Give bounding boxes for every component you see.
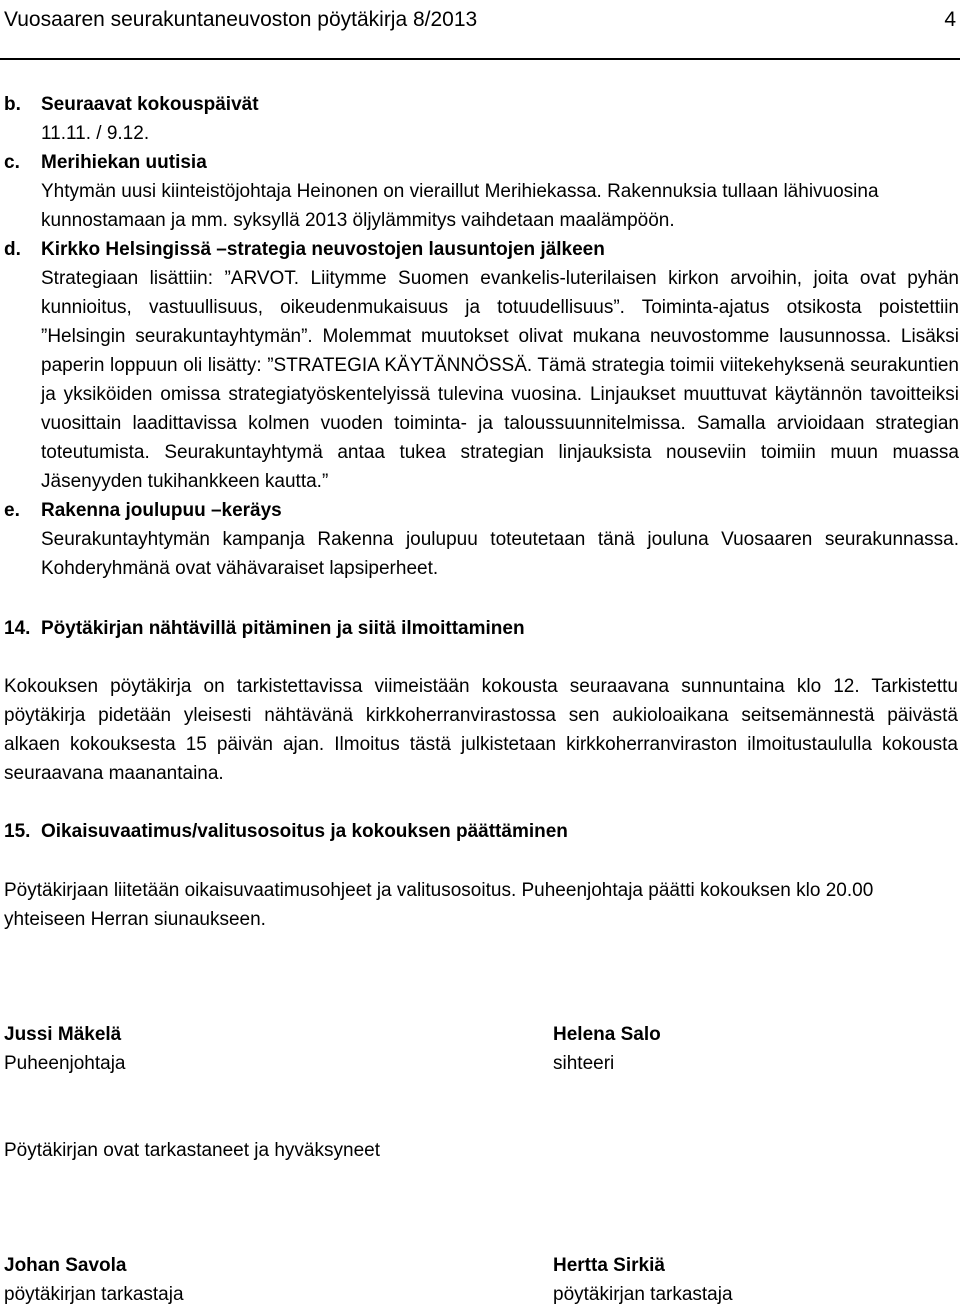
item-c-line-2: kunnostamaan ja mm. syksyllä 2013 öljylämmitys vaihdetaan maalämpöön. bbox=[41, 210, 675, 231]
section-15-heading bbox=[4, 817, 568, 846]
item-b-label: b. bbox=[4, 94, 21, 115]
page-header bbox=[4, 0, 956, 40]
item-b-text: 11.11. / 9.12. bbox=[41, 123, 150, 144]
item-e-label: e. bbox=[4, 500, 20, 521]
item-d-label: d. bbox=[4, 239, 21, 260]
signature-chair bbox=[4, 1020, 126, 1078]
item-e-text: Seurakuntayhtymän kampanja Rakenna joulupuu toteutetaan tänä jouluna Vuosaaren seurakunnassa. Kohderyhmänä ovat vähävaraiset lapsiperheet. bbox=[41, 529, 959, 579]
section-14-heading bbox=[4, 614, 525, 643]
item-d-text: Strategiaan lisättiin: ”ARVOT. Liitymme Suomen evankelis-luterilaisen kirkon arvoihin, joita ovat pyhän kunnioitus, vastuullisuus, oikeudenmukaisuus ja totuudellisuus”. Toiminta-ajatus otsikosta poistettiin ”Helsingin seurakuntayhtymän”. Molemmat muutokset olivat mukana neuvostomme lausunnossa. Lisäksi paperin loppuun oli lisätty: ”STRATEGIA KÄYTÄNNÖSSÄ. Tämä strategia toimii viitekehyksenä seurakuntien ja yksiköiden omissa strategiatyöskentelyissä tulevina vuosina. Linjaukset muuttuvat käytännön tavoitteiksi vuosittain laadittavissa kolmen vuoden toiminta- ja taloussuunnitelmissa. Samalla arvioidaan strategian toteutumista. Seurakuntayhtymä antaa tukea strategian linjauksista nouseviin toimiin muun muassa Jäsenyyden tukihankkeen kautta.” bbox=[41, 268, 959, 492]
signature-chair-name: Jussi Mäkelä bbox=[4, 1024, 122, 1045]
section-15-line-2: yhteiseen Herran siunaukseen. bbox=[4, 909, 266, 930]
signature-checker-1 bbox=[4, 1251, 184, 1309]
section-14-number: 14. bbox=[4, 618, 31, 639]
section-14-text: Kokouksen pöytäkirja on tarkistettavissa viimeistään kokousta seuraavana sunnuntaina klo 12. Tarkistettu pöytäkirja pidetään yleisesti nähtävänä kirkkoherranvirastossa sen aukioloaikana seitsemännestä päivästä alkaen kokouksesta 15 päivän ajan. Ilmoitus tästä julkistetaan kirkkoherranviraston ilmoitustaululla kokousta seuraavana maanantaina. bbox=[4, 676, 958, 784]
item-c-line-1: Yhtymän uusi kiinteistöjohtaja Heinonen on vieraillut Merihiekassa. Rakennuksia tullaan lähivuosina bbox=[41, 181, 879, 202]
signature-checker-1-name: Johan Savola bbox=[4, 1255, 127, 1276]
signature-secretary-name: Helena Salo bbox=[553, 1024, 661, 1045]
signature-checker-2 bbox=[553, 1251, 733, 1309]
checked-statement: Pöytäkirjan ovat tarkastaneet ja hyväksyneet bbox=[4, 1140, 380, 1161]
signature-checker-2-name: Hertta Sirkiä bbox=[553, 1255, 665, 1276]
page-number: 4 bbox=[944, 8, 956, 31]
section-15-number: 15. bbox=[4, 821, 31, 842]
item-b-title: Seuraavat kokouspäivät bbox=[41, 94, 259, 115]
signature-checker-2-role: pöytäkirjan tarkastaja bbox=[553, 1284, 733, 1305]
signature-secretary-role: sihteeri bbox=[553, 1053, 615, 1074]
item-c-label: c. bbox=[4, 152, 20, 173]
section-15-line-1: Pöytäkirjaan liitetään oikaisuvaatimusohjeet ja valitusosoitus. Puheenjohtaja päätti kokouksen klo 20.00 bbox=[4, 880, 874, 901]
document-title: Vuosaaren seurakuntaneuvoston pöytäkirja 8/2013 bbox=[4, 8, 478, 31]
section-14-title: Pöytäkirjan nähtävillä pitäminen ja siitä ilmoittaminen bbox=[41, 618, 525, 639]
signature-chair-role: Puheenjohtaja bbox=[4, 1053, 126, 1074]
item-d-title: Kirkko Helsingissä –strategia neuvostojen lausuntojen jälkeen bbox=[41, 239, 605, 260]
section-15-title: Oikaisuvaatimus/valitusosoitus ja kokouksen päättäminen bbox=[41, 821, 568, 842]
item-e-title: Rakenna joulupuu –keräys bbox=[41, 500, 282, 521]
item-c-title: Merihiekan uutisia bbox=[41, 152, 207, 173]
signature-checker-1-role: pöytäkirjan tarkastaja bbox=[4, 1284, 184, 1305]
signature-secretary bbox=[553, 1020, 661, 1078]
header-rule bbox=[0, 58, 960, 60]
